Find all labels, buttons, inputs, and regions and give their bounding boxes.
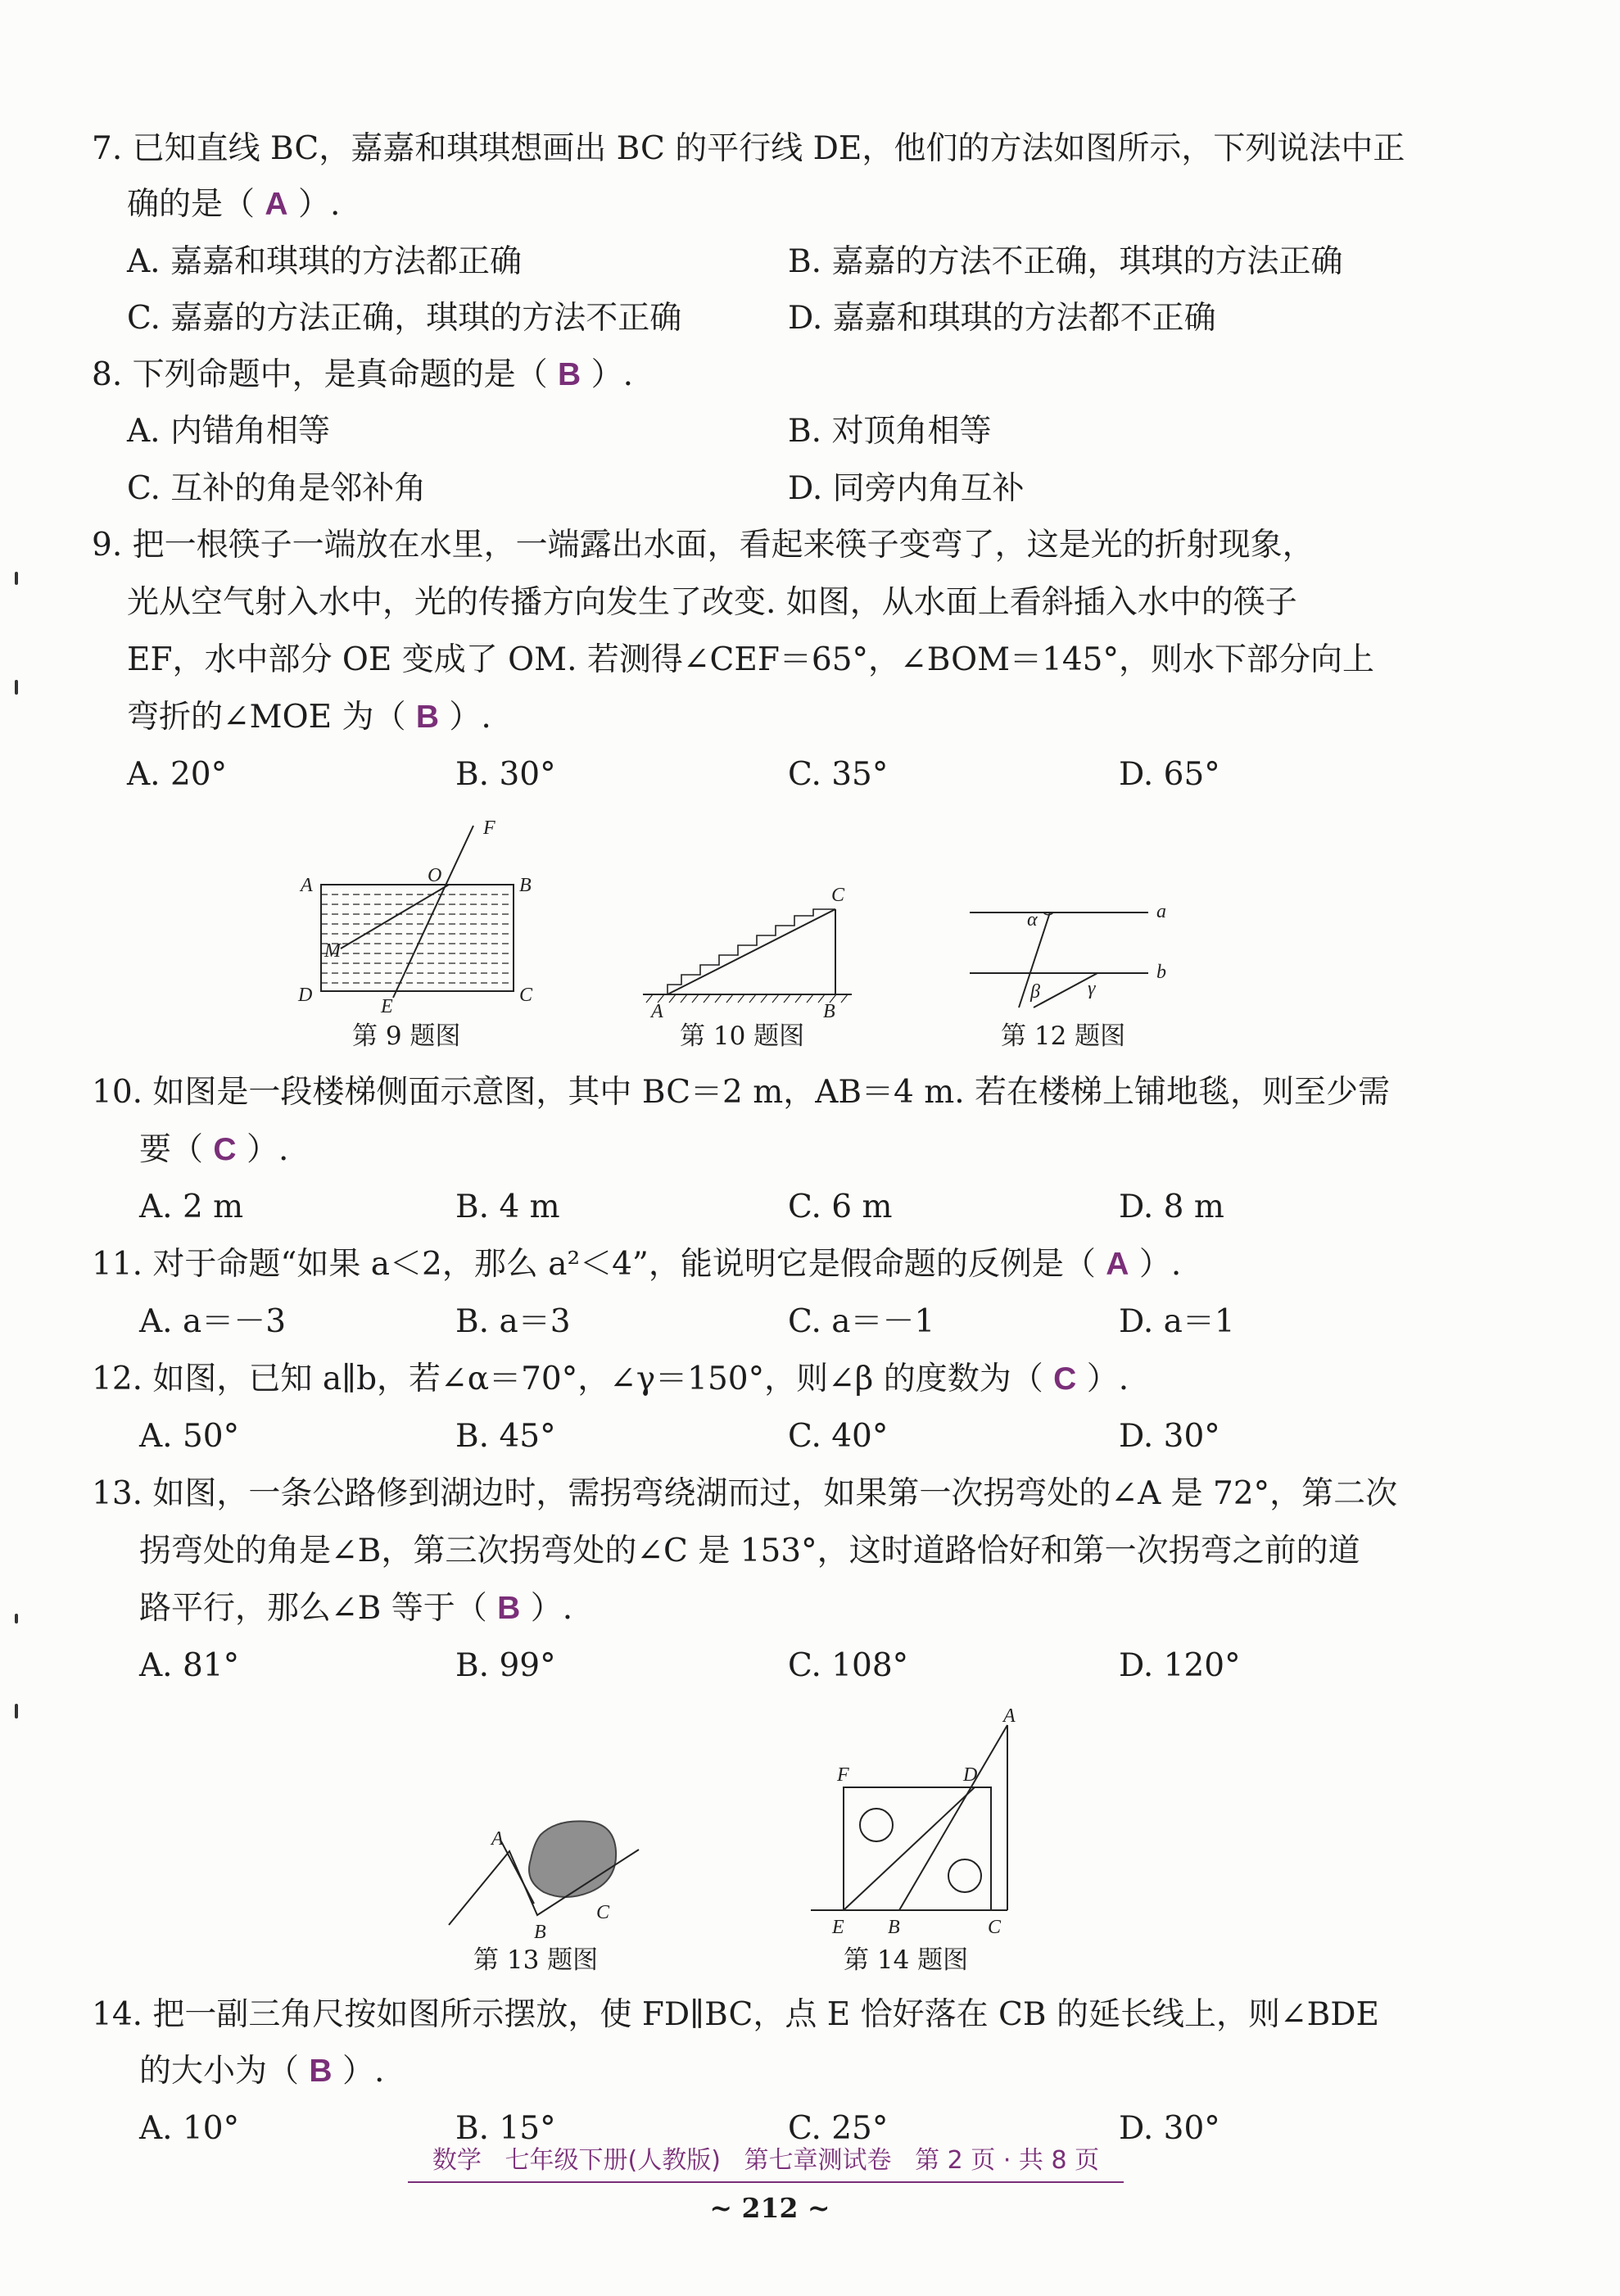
figure-9-caption: 第 9 题图: [352, 1021, 461, 1051]
q12-option-c: C. 40°: [788, 1418, 889, 1455]
q13-option-d: D. 120°: [1119, 1647, 1241, 1684]
q14-option-d: D. 30°: [1119, 2110, 1220, 2147]
fig12-label-alpha: α: [1027, 909, 1038, 931]
q10-suffix: ）.: [236, 1131, 289, 1168]
figure-12-diagram: [958, 885, 1171, 1024]
q8-option-b: B. 对顶角相等: [788, 413, 992, 450]
q8-option-c: C. 互补的角是邻补角: [127, 470, 427, 507]
binding-mark: [15, 680, 18, 695]
fig9-label-d: D: [298, 985, 313, 1006]
q9-stem-line2: 光从空气射入水中，光的传播方向发生了改变. 如图，从水面上看斜插入水中的筷子: [127, 584, 1297, 621]
binding-mark: [15, 1704, 18, 1719]
q9-option-b: B. 30°: [455, 756, 556, 793]
q8-option-d: D. 同旁内角互补: [788, 470, 1025, 507]
q9-option-a: A. 20°: [127, 756, 228, 793]
fig10-label-a: A: [651, 1001, 663, 1022]
q14-prefix: 的大小为（: [139, 2053, 310, 2090]
fig12-label-beta: β: [1030, 981, 1040, 1003]
q7-answer: A: [265, 187, 288, 222]
q14-option-c: C. 25°: [788, 2110, 889, 2147]
q13-option-a: A. 81°: [139, 1647, 240, 1684]
q14-stem-line1: 14. 把一副三角尺按如图所示摆放，使 FD∥BC，点 E 恰好落在 CB 的延长线上，则∠BDE: [92, 1996, 1380, 2033]
q13-stem-line1: 13. 如图，一条公路修到湖边时，需拐弯绕湖而过，如果第一次拐弯处的∠A 是 72°，第二次: [92, 1475, 1398, 1512]
q10-option-b: B. 4 m: [455, 1189, 560, 1225]
fig13-label-b: B: [534, 1922, 546, 1943]
q8-stem: [92, 355, 633, 395]
q10-prefix: 要（: [139, 1131, 214, 1168]
q8-answer: B: [558, 357, 581, 392]
fig13-label-c: C: [596, 1902, 610, 1923]
q10-stem-line2: [139, 1130, 288, 1170]
binding-mark: [15, 1614, 18, 1624]
q13-stem-line3: [139, 1589, 572, 1628]
q10-option-a: A. 2 m: [139, 1189, 244, 1225]
figure-14-caption: 第 14 题图: [844, 1945, 969, 1975]
q9-prefix: 弯折的∠MOE 为（: [127, 699, 416, 736]
q13-answer: B: [497, 1591, 521, 1626]
q12-option-d: D. 30°: [1119, 1418, 1220, 1455]
q14-stem-line2: [139, 2052, 384, 2091]
q14-option-b: B. 15°: [455, 2110, 556, 2147]
q7-option-a: A. 嘉嘉和琪琪的方法都正确: [127, 243, 522, 280]
q11-suffix: ）.: [1129, 1246, 1182, 1283]
binding-mark: [15, 572, 18, 585]
figure-13-diagram: [442, 1802, 663, 1950]
q7-prefix: 确的是（: [127, 186, 265, 223]
q14-option-a: A. 10°: [139, 2110, 240, 2147]
figure-13-caption: 第 13 题图: [473, 1945, 599, 1975]
fig9-label-a: A: [301, 875, 313, 896]
fig14-label-a: A: [1003, 1705, 1016, 1727]
q7-option-d: D. 嘉嘉和琪琪的方法都不正确: [788, 300, 1216, 337]
q13-option-b: B. 99°: [455, 1647, 556, 1684]
q11-option-a: A. a＝－3: [139, 1303, 287, 1340]
q12-option-a: A. 50°: [139, 1418, 240, 1455]
figure-10-caption: 第 10 题图: [680, 1021, 805, 1051]
fig14-label-d: D: [963, 1764, 978, 1786]
q10-answer: C: [213, 1132, 237, 1167]
q11-answer: A: [1106, 1247, 1129, 1282]
q9-option-c: C. 35°: [788, 756, 889, 793]
q12-suffix: ）.: [1076, 1361, 1129, 1397]
q9-stem-line4: [127, 698, 491, 737]
q11-stem: [92, 1245, 1181, 1284]
q7-option-b: B. 嘉嘉的方法不正确，琪琪的方法正确: [788, 243, 1343, 280]
figure-12-caption: 第 12 题图: [1001, 1021, 1126, 1051]
q9-option-d: D. 65°: [1119, 756, 1220, 793]
q10-option-c: C. 6 m: [788, 1189, 893, 1225]
fig12-label-b: b: [1156, 962, 1166, 983]
fig14-label-f: F: [837, 1764, 849, 1786]
page-footer: 数学 七年级下册(人教版) 第七章测试卷 第 2 页 · 共 8 页: [408, 2144, 1124, 2183]
figure-10-diagram: [635, 876, 864, 1024]
fig9-label-e: E: [381, 996, 393, 1016]
figure-9-diagram: [287, 811, 549, 1016]
q9-suffix: ）.: [439, 699, 491, 736]
q11-option-d: D. a＝1: [1119, 1303, 1235, 1340]
fig14-label-b: B: [888, 1917, 900, 1938]
fig10-label-b: B: [823, 1001, 835, 1022]
fig14-label-e: E: [832, 1917, 844, 1938]
fig9-label-m: M: [324, 940, 341, 962]
q11-prefix: 11. 对于命题“如果 a＜2，那么 a²＜4”，能说明它是假命题的反例是（: [92, 1246, 1106, 1283]
q14-suffix: ）.: [332, 2053, 385, 2090]
fig9-label-c: C: [519, 985, 533, 1006]
page-number: ~ 212 ~: [709, 2192, 830, 2224]
q7-stem-line1: 7. 已知直线 BC，嘉嘉和琪琪想画出 BC 的平行线 DE，他们的方法如图所示，下列说法中正: [92, 130, 1405, 167]
fig9-label-b: B: [519, 875, 532, 896]
fig14-label-c: C: [988, 1917, 1002, 1938]
q12-option-b: B. 45°: [455, 1418, 556, 1455]
q13-suffix: ）.: [520, 1590, 573, 1627]
fig9-label-f: F: [483, 817, 496, 839]
q14-answer: B: [309, 2054, 333, 2089]
q9-stem-line3: EF，水中部分 OE 变成了 OM. 若测得∠CEF＝65°，∠BOM＝145°，则水下部分向上: [127, 641, 1374, 678]
q7-suffix: ）.: [287, 186, 341, 223]
q12-stem: [92, 1360, 1129, 1399]
q13-option-c: C. 108°: [788, 1647, 909, 1684]
q12-answer: C: [1053, 1361, 1077, 1397]
q13-stem-line2: 拐弯处的角是∠B，第三次拐弯处的∠C 是 153°，这时道路恰好和第一次拐弯之前的道: [139, 1533, 1360, 1569]
q11-option-b: B. a＝3: [455, 1303, 571, 1340]
figure-14-diagram: [803, 1704, 1032, 1941]
q11-option-c: C. a＝－1: [788, 1303, 935, 1340]
q7-option-c: C. 嘉嘉的方法正确，琪琪的方法不正确: [127, 300, 682, 337]
q9-answer: B: [415, 700, 440, 735]
fig12-label-a: a: [1156, 901, 1166, 922]
q10-option-d: D. 8 m: [1119, 1189, 1224, 1225]
q8-suffix: ）.: [581, 356, 633, 393]
q7-stem-line2: [127, 185, 340, 224]
fig9-label-o: O: [428, 865, 442, 886]
q8-option-a: A. 内错角相等: [127, 413, 330, 450]
fig12-label-gamma: γ: [1088, 978, 1096, 999]
q8-prefix: 8. 下列命题中，是真命题的是（: [92, 356, 559, 393]
fig13-label-a: A: [491, 1828, 504, 1850]
fig10-label-c: C: [831, 885, 845, 906]
q9-stem-line1: 9. 把一根筷子一端放在水里，一端露出水面，看起来筷子变弯了，这是光的折射现象，: [92, 527, 1315, 564]
q13-prefix: 路平行，那么∠B 等于（: [139, 1590, 498, 1627]
q10-stem-line1: 10. 如图是一段楼梯侧面示意图，其中 BC＝2 m，AB＝4 m. 若在楼梯上铺地毯，则至少需: [92, 1074, 1391, 1111]
q12-prefix: 12. 如图，已知 a∥b，若∠α＝70°，∠γ＝150°，则∠β 的度数为（: [92, 1361, 1054, 1397]
